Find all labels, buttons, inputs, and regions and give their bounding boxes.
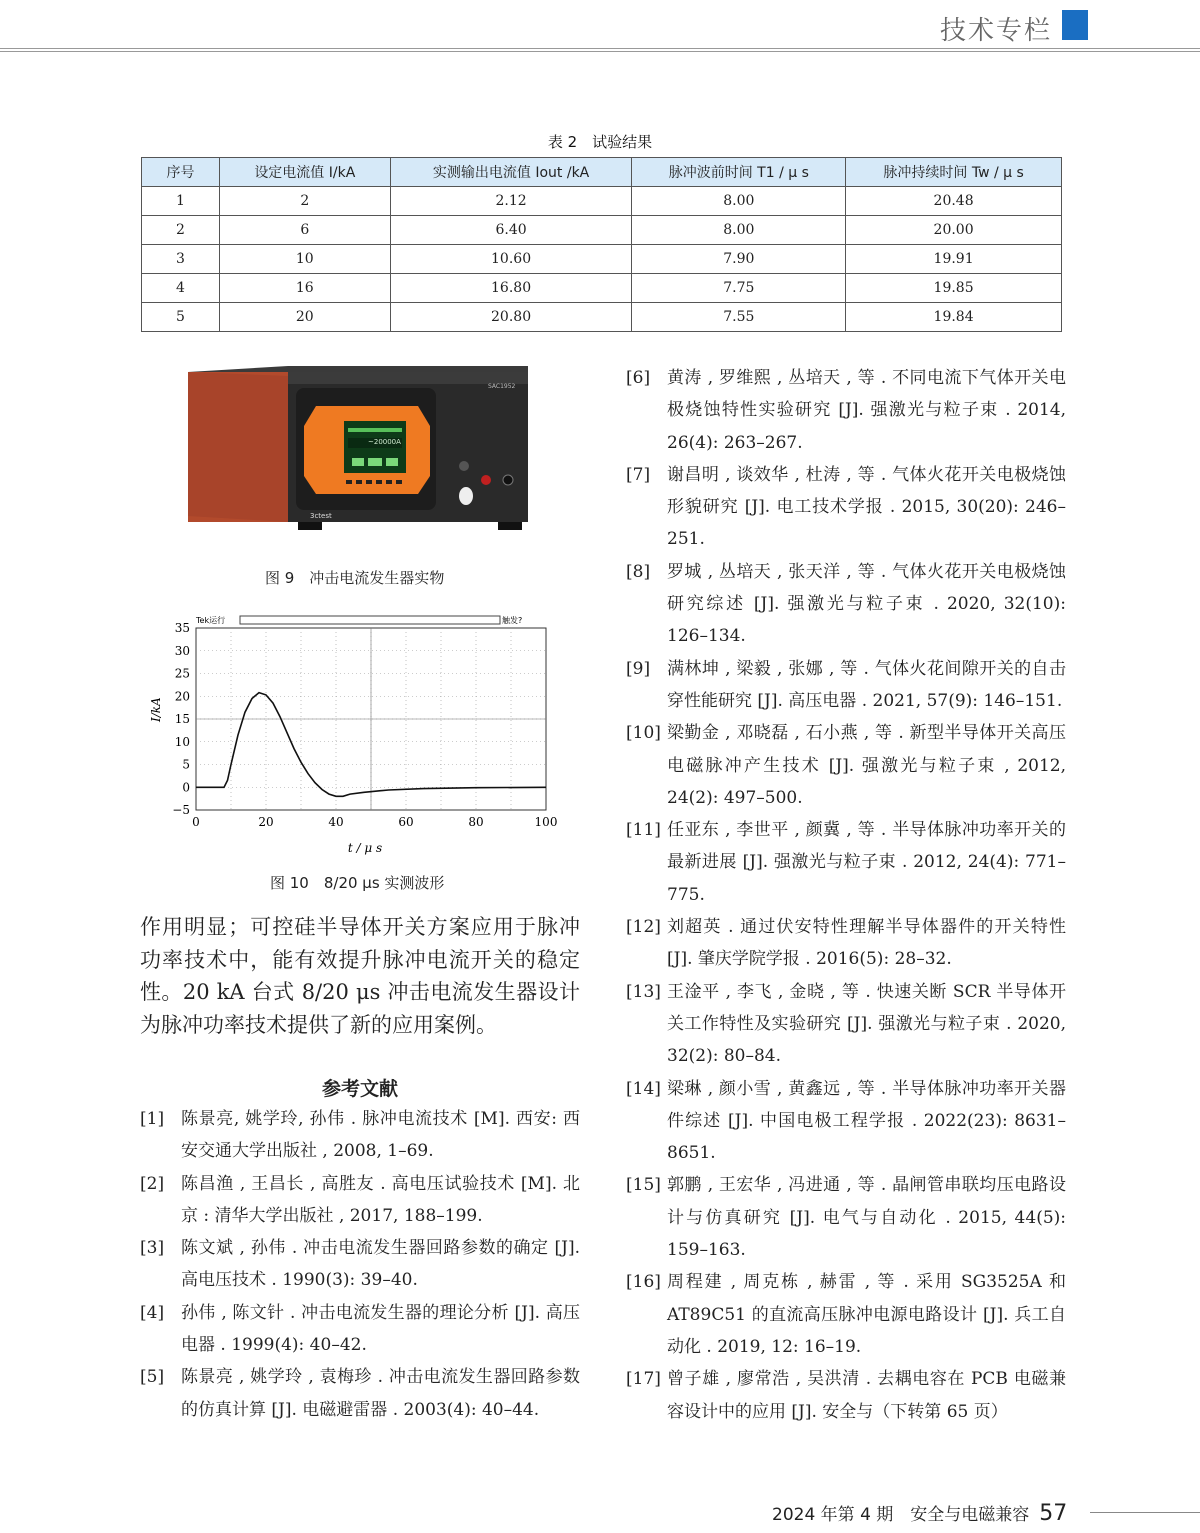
y-tick-label: −5	[172, 803, 190, 817]
table-cell: 6	[219, 216, 390, 245]
device-model-label: SAC1952	[488, 383, 516, 390]
table-cell: 7.75	[632, 274, 846, 303]
results-table	[141, 157, 1062, 332]
reference-item	[626, 717, 1066, 814]
reference-text: 陈景亮, 姚学玲, 孙伟 . 脉冲电流技术 [M]. 西安: 西安交通大学出版社 , 2008, 1–69.	[181, 1109, 580, 1162]
page-footer	[772, 1500, 1067, 1526]
reference-text: 梁琳 , 颜小雪 , 黄鑫远 , 等 . 半导体脉冲功率开关器件综述 [J]. 中国电极工程学报 . 2022(23): 8631–8651.	[667, 1078, 1066, 1164]
reference-item	[626, 976, 1066, 1073]
reference-number: [10]	[626, 723, 661, 744]
table-cell: 8.00	[632, 216, 846, 245]
header-rule	[0, 48, 1200, 52]
table-cell: 20	[219, 303, 390, 332]
reference-number: [14]	[626, 1078, 661, 1099]
table-row	[142, 303, 1062, 332]
reference-number: [16]	[626, 1272, 661, 1293]
reference-number: [4]	[140, 1302, 165, 1323]
reference-number: [13]	[626, 981, 661, 1002]
reference-item	[626, 653, 1066, 718]
y-tick-label: 10	[174, 734, 190, 749]
y-tick-label: 30	[174, 643, 190, 658]
y-tick-label: 5	[182, 757, 190, 772]
table-cell: 2	[142, 216, 220, 245]
reference-item	[140, 1297, 580, 1362]
journal-issue: 2024 年第 4 期 安全与电磁兼容	[772, 1505, 1030, 1525]
reference-number: [3]	[140, 1238, 165, 1259]
table-header: 实测输出电流值 Iout /kA	[390, 158, 632, 187]
reference-number: [11]	[626, 820, 661, 841]
body-paragraph-block	[140, 911, 580, 1041]
table-cell: 5	[142, 303, 220, 332]
table-row	[142, 187, 1062, 216]
table-cell: 20.00	[846, 216, 1062, 245]
x-tick-label: 0	[192, 815, 200, 829]
brand-logo: 3ctest	[310, 512, 332, 520]
x-tick-label: 20	[258, 815, 274, 829]
reference-number: [12]	[626, 917, 661, 938]
reference-text: 周程建 , 周克栋 , 赫雷 , 等 . 采用 SG3525A 和 AT89C51 的直流高压脉冲电源电路设计 [J]. 兵工自动化 . 2019, 12: 16–19.	[667, 1272, 1066, 1357]
table-row	[142, 245, 1062, 274]
figure9-caption: 图 9 冲击电流发生器实物	[265, 569, 445, 587]
table-cell: 7.90	[632, 245, 846, 274]
table-header-row	[142, 158, 1062, 187]
table-cell: 4	[142, 274, 220, 303]
table-cell: 2	[219, 187, 390, 216]
table-header: 脉冲波前时间 T1 / μ s	[632, 158, 846, 187]
reference-text: 满林坤 , 梁毅 , 张娜 , 等 . 气体火花间隙开关的自击穿性能研究 [J]. 高压电器 . 2021, 57(9): 146–151.	[667, 658, 1066, 711]
table-cell: 6.40	[390, 216, 632, 245]
x-tick-label: 40	[328, 815, 344, 829]
reference-number: [1]	[140, 1109, 165, 1129]
reference-item	[626, 1266, 1066, 1363]
reference-number: [8]	[626, 561, 651, 582]
reference-number: [2]	[140, 1173, 165, 1194]
section-title: 技术专栏	[939, 16, 1052, 46]
reference-item	[140, 1361, 580, 1426]
x-axis-label: t / μ s	[347, 841, 383, 855]
reference-number: [15]	[626, 1175, 661, 1196]
table-cell: 10.60	[390, 245, 632, 274]
reference-text: 王淦平 , 李飞 , 金晓 , 等 . 快速关断 SCR 半导体开关工作特性及实验研究 [J]. 强激光与粒子束 . 2020, 32(2): 80–84.	[667, 981, 1066, 1067]
table-cell: 19.85	[846, 274, 1062, 303]
reference-item	[140, 1232, 580, 1297]
reference-text: 陈昌渔 , 王昌长 , 高胜友 . 高电压试验技术 [M]. 北京 : 清华大学出版社 , 2017, 188–199.	[181, 1173, 580, 1226]
reference-text: 陈文斌 , 孙伟 . 冲击电流发生器回路参数的确定 [J]. 高电压技术 . 1990(3): 39–40.	[181, 1238, 580, 1291]
reference-number: [6]	[626, 368, 651, 388]
table-row	[142, 216, 1062, 245]
reference-item	[626, 911, 1066, 976]
waveform-chart	[140, 612, 570, 862]
y-axis-label: I/kA	[149, 697, 163, 722]
reference-text: 孙伟 , 陈文针 . 冲击电流发生器的理论分析 [J]. 高压电器 . 1999(4): 40–42.	[181, 1302, 580, 1356]
reference-text: 黄涛 , 罗维熙 , 丛培天 , 等 . 不同电流下气体开关电极烧蚀特性实验研究 [J]. 强激光与粒子束 . 2014, 26(4): 263–267.	[667, 368, 1066, 453]
reference-text: 曾子雄 , 廖常浩 , 吴洪清 . 去耦电容在 PCB 电磁兼容设计中的应用 [J]. 安全与（下转第 65 页）	[667, 1369, 1066, 1422]
x-tick-label: 60	[398, 815, 414, 829]
reference-number: [7]	[626, 464, 651, 485]
table-cell: 16.80	[390, 274, 632, 303]
impulse-generator-photo	[188, 366, 528, 536]
table-cell: 19.91	[846, 245, 1062, 274]
table-cell: 3	[142, 245, 220, 274]
page-number: 57	[1039, 1501, 1068, 1526]
reference-number: [9]	[626, 658, 651, 679]
table-cell: 16	[219, 274, 390, 303]
table-cell: 19.84	[846, 303, 1062, 332]
scope-status-right: 触发?	[502, 616, 523, 625]
reference-text: 罗城 , 丛培天 , 张天洋 , 等 . 气体火花开关电极烧蚀研究综述 [J]. 强激光与粒子束 . 2020, 32(10): 126–134.	[667, 561, 1066, 647]
footer-rule	[1090, 1512, 1200, 1513]
reference-text: 任亚东 , 李世平 , 颜冀 , 等 . 半导体脉冲功率开关的最新进展 [J]. 强激光与粒子束 . 2012, 24(4): 771–775.	[667, 820, 1066, 905]
reference-text: 梁勤金 , 邓晓磊 , 石小燕 , 等 . 新型半导体开关高压电磁脉冲产生技术 [J]. 强激光与粒子束 , 2012, 24(2): 497–500.	[667, 723, 1066, 808]
y-tick-label: 25	[174, 666, 190, 681]
scope-status-left: Tek运行	[196, 616, 226, 625]
references-right-column	[626, 362, 1066, 1428]
table-cell: 2.12	[390, 187, 632, 216]
reference-text: 陈景亮 , 姚学玲 , 袁梅珍 . 冲击电流发生器回路参数的仿真计算 [J]. 电磁避雷器 . 2003(4): 40–44.	[181, 1367, 580, 1420]
device-screen-readout: ~20000A	[368, 438, 401, 446]
reference-item	[140, 1103, 580, 1168]
reference-item	[626, 459, 1066, 556]
reference-item	[626, 556, 1066, 653]
reference-text: 刘超英 . 通过伏安特性理解半导体器件的开关特性 [J]. 肇庆学院学报 . 2016(5): 28–32.	[667, 917, 1066, 970]
y-tick-label: 35	[174, 621, 190, 635]
table-row	[142, 274, 1062, 303]
reference-item	[140, 1168, 580, 1233]
y-tick-label: 20	[174, 689, 190, 704]
table-header: 脉冲持续时间 Tw / μ s	[846, 158, 1062, 187]
reference-item	[626, 814, 1066, 911]
x-tick-label: 100	[534, 815, 558, 829]
table-cell: 20.80	[390, 303, 632, 332]
figure10-caption: 图 10 8/20 μs 实测波形	[270, 874, 445, 892]
table-cell: 20.48	[846, 187, 1062, 216]
body-paragraph: 作用明显；可控硅半导体开关方案应用于脉冲功率技术中，能有效提升脉冲电流开关的稳定性。20 kA 台式 8/20 μs 冲击电流发生器设计为脉冲功率技术提供了新的应用案例。	[140, 915, 580, 1037]
reference-text: 谢昌明 , 谈效华 , 杜涛 , 等 . 气体火花开关电极烧蚀形貌研究 [J]. 电工技术学报 . 2015, 30(20): 246–251.	[667, 464, 1066, 550]
table-header: 序号	[142, 158, 220, 187]
x-tick-label: 80	[468, 815, 484, 829]
table-cell: 10	[219, 245, 390, 274]
reference-number: [17]	[626, 1369, 661, 1390]
table-cell: 1	[142, 187, 220, 216]
reference-item	[626, 1169, 1066, 1266]
reference-item	[626, 1363, 1066, 1428]
table-cell: 8.00	[632, 187, 846, 216]
table-caption: 表 2 试验结果	[547, 133, 653, 151]
reference-text: 郭鹏 , 王宏华 , 冯进通 , 等 . 晶闸管串联均压电路设计与仿真研究 [J]. 电气与自动化 . 2015, 44(5): 159–163.	[667, 1175, 1066, 1261]
references-left-column	[140, 1103, 580, 1426]
table-header: 设定电流值 I/kA	[219, 158, 390, 187]
reference-number: [5]	[140, 1367, 165, 1388]
reference-item	[626, 1073, 1066, 1170]
y-tick-label: 15	[174, 712, 190, 726]
section-color-block	[1062, 10, 1088, 40]
reference-item	[626, 362, 1066, 459]
table-cell: 7.55	[632, 303, 846, 332]
y-tick-label: 0	[182, 780, 190, 795]
references-title: 参考文献	[321, 1078, 398, 1100]
